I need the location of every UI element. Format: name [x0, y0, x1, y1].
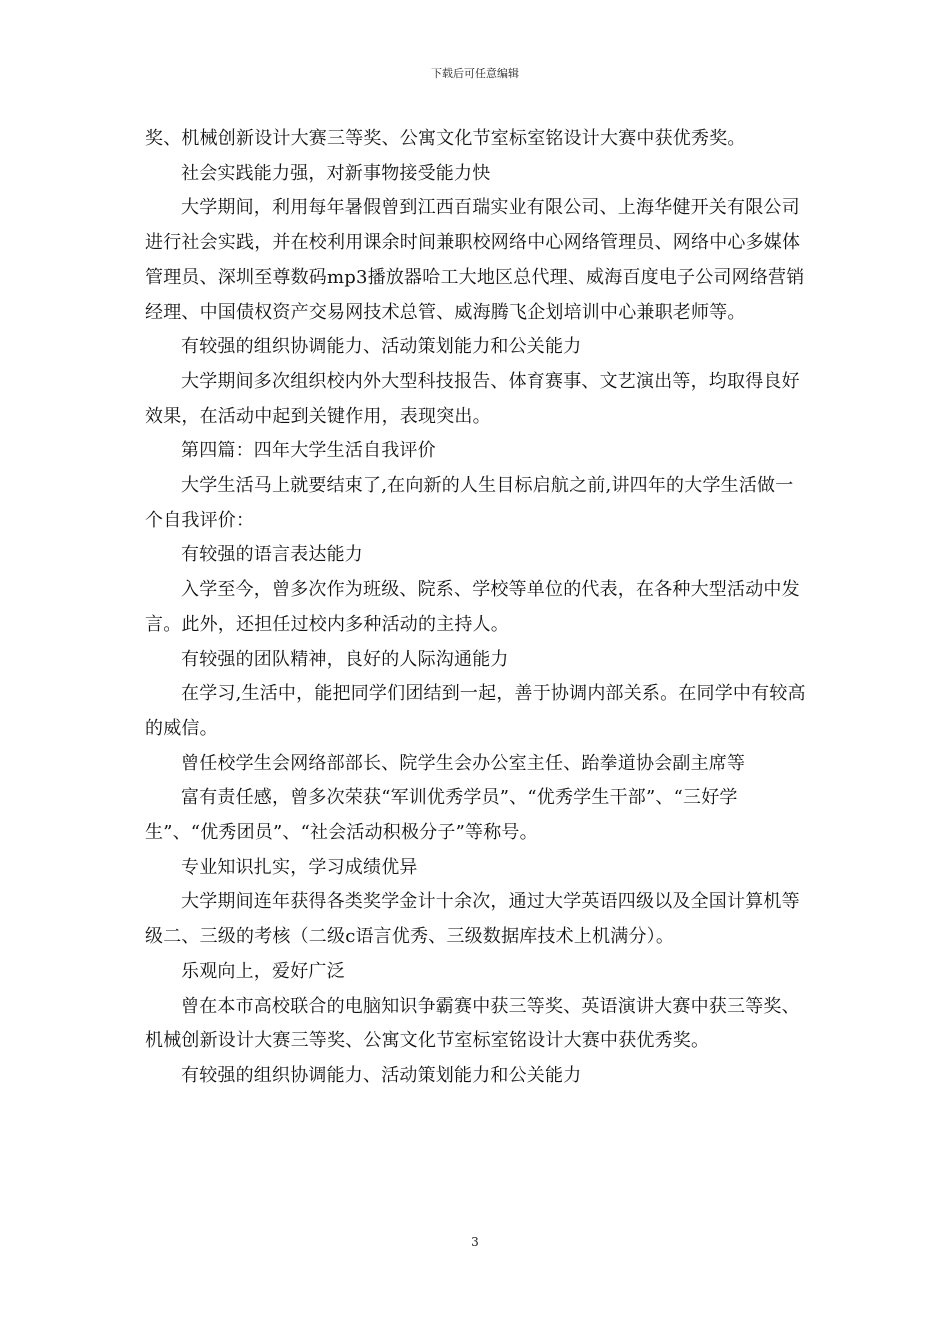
- paragraph: 大学期间连年获得各类奖学金计十余次，通过大学英语四级以及全国计算机等级二、三级的考核（二级c语言优秀、三级数据库技术上机满分）。: [145, 891, 800, 948]
- page-header: 下载后可任意编辑: [431, 67, 519, 80]
- paragraph: 曾任校学生会网络部部长、院学生会办公室主任、跆拳道协会副主席等: [181, 752, 746, 774]
- section-heading: 有较强的组织协调能力、活动策划能力和公关能力: [181, 1064, 582, 1086]
- paragraph: 大学期间多次组织校内外大型科技报告、体育赛事、文艺演出等，均取得良好效果，在活动中起到关键作用，表现突出。: [145, 370, 800, 427]
- section-heading: 有较强的组织协调能力、活动策划能力和公关能力: [181, 336, 582, 358]
- section-heading: 乐观向上，爱好广泛: [181, 960, 345, 982]
- section-heading: 社会实践能力强，对新事物接受能力快: [181, 162, 491, 184]
- paragraph: 奖、机械创新设计大赛三等奖、公寓文化节室标室铭设计大赛中获优秀奖。: [145, 128, 746, 149]
- paragraph: 曾在本市高校联合的电脑知识争霸赛中获三等奖、英语演讲大赛中获三等奖、机械创新设计大赛三等奖、公寓文化节室标室铭设计大赛中获优秀奖。: [145, 995, 800, 1052]
- section-heading: 专业知识扎实，学习成绩优异: [181, 856, 418, 878]
- paragraph: 富有责任感，曾多次荣获“军训优秀学员”、“优秀学生干部”、“三好学生”、“优秀团员”、“社会活动积极分子”等称号。: [145, 787, 738, 844]
- paragraph: 大学生活马上就要结束了,在向新的人生目标启航之前,讲四年的大学生活做一个自我评价：: [145, 475, 794, 531]
- section-heading: 有较强的语言表达能力: [181, 544, 363, 566]
- section-heading: 有较强的团队精神，良好的人际沟通能力: [181, 648, 509, 670]
- paragraph: 在学习,生活中，能把同学们团结到一起，善于协调内部关系。在同学中有较高的威信。: [145, 683, 806, 739]
- document-body: [145, 122, 807, 1094]
- paragraph: 入学至今，曾多次作为班级、院系、学校等单位的代表，在各种大型活动中发言。此外，还担任过校内多种活动的主持人。: [145, 579, 800, 635]
- paragraph: 大学期间，利用每年暑假曾到江西百瑞实业有限公司、上海华健开关有限公司进行社会实践，并在校利用课余时间兼职校网络中心网络管理员、网络中心多媒体管理员、深圳至尊数码mp3播放器哈工大地区总代理、威海百度电子公司网络营销经理、中国债权资产交易网技术总管、威海腾飞企划培训中心兼职老师等。: [145, 197, 805, 323]
- chapter-title: 第四篇：四年大学生活自我评价: [181, 440, 436, 462]
- page-number: 3: [471, 1235, 479, 1249]
